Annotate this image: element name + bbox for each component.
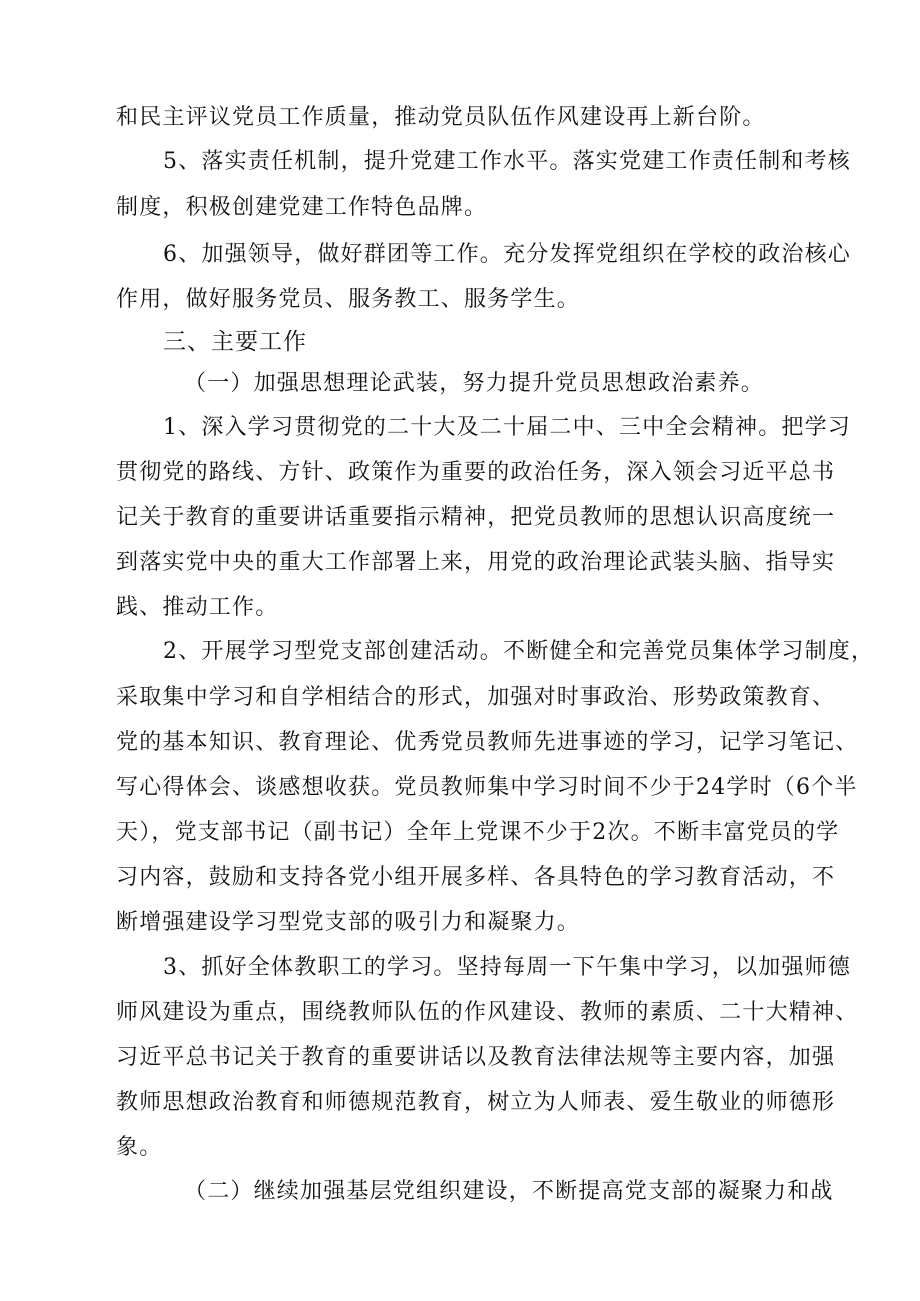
text-line: 贯彻党的路线、方针、政策作为重要的政治任务，深入领会习近平总书 (116, 460, 836, 485)
text-line: 象。 (116, 1135, 163, 1160)
text-line: 制度，积极创建党建工作特色品牌。 (116, 195, 488, 220)
text-line: 习近平总书记关于教育的重要讲话以及教育法律法规等主要内容，加强 (116, 1045, 836, 1070)
text-line: 和民主评议党员工作质量，推动党员队伍作风建设再上新台阶。 (116, 105, 766, 130)
text-line: 党的基本知识、教育理论、优秀党员教师先进事迹的学习，记学习笔记、 (116, 730, 859, 755)
text-line: 到落实党中央的重大工作部署上来，用党的政治理论武装头脑、指导实 (116, 550, 836, 575)
text-line: 师风建设为重点，围绕教师队伍的作风建设、教师的素质、二十大精神、 (116, 1000, 859, 1025)
text-line: 天），党支部书记（副书记）全年上党课不少于2次。不断丰富党员的学 (116, 820, 840, 845)
text-line: 断增强建设学习型党支部的吸引力和凝聚力。 (116, 910, 581, 935)
text-line: 1、深入学习贯彻党的二十大及二十届二中、三中全会精神。把学习 (163, 415, 851, 440)
text-line: 写心得体会、谈感想收获。党员教师集中学习时间不少于24学时（6个半 (116, 775, 858, 800)
subsection-heading: （一）加强思想理论武装，努力提升党员思想政治素养。 (184, 371, 765, 396)
text-line: 3、抓好全体教职工的学习。坚持每周一下午集中学习，以加强师德 (163, 955, 851, 980)
text-line: 5、落实责任机制，提升党建工作水平。落实党建工作责任制和考核 (163, 149, 851, 174)
text-line: 2、开展学习型党支部创建活动。不断健全和完善党员集体学习制度， (163, 639, 875, 664)
text-line: 习内容，鼓励和支持各党小组开展多样、各具特色的学习教育活动，不 (116, 865, 836, 890)
text-line: 教师思想政治教育和师德规范教育，树立为人师表、爱生敬业的师德形 (116, 1090, 836, 1115)
section-heading: 三、主要工作 (163, 329, 307, 355)
text-line: 6、加强领导，做好群团等工作。充分发挥党组织在学校的政治核心 (163, 242, 851, 267)
text-line: 记关于教育的重要讲话重要指示精神，把党员教师的思想认识高度统一 (116, 505, 836, 530)
subsection-heading: （二）继续加强基层党组织建设，不断提高党支部的凝聚力和战 (184, 1179, 834, 1204)
text-line: 践、推动工作。 (116, 595, 279, 620)
text-line: 作用，做好服务党员、服务教工、服务学生。 (116, 287, 581, 312)
text-line: 采取集中学习和自学相结合的形式，加强对时事政治、形势政策教育、 (116, 685, 836, 710)
